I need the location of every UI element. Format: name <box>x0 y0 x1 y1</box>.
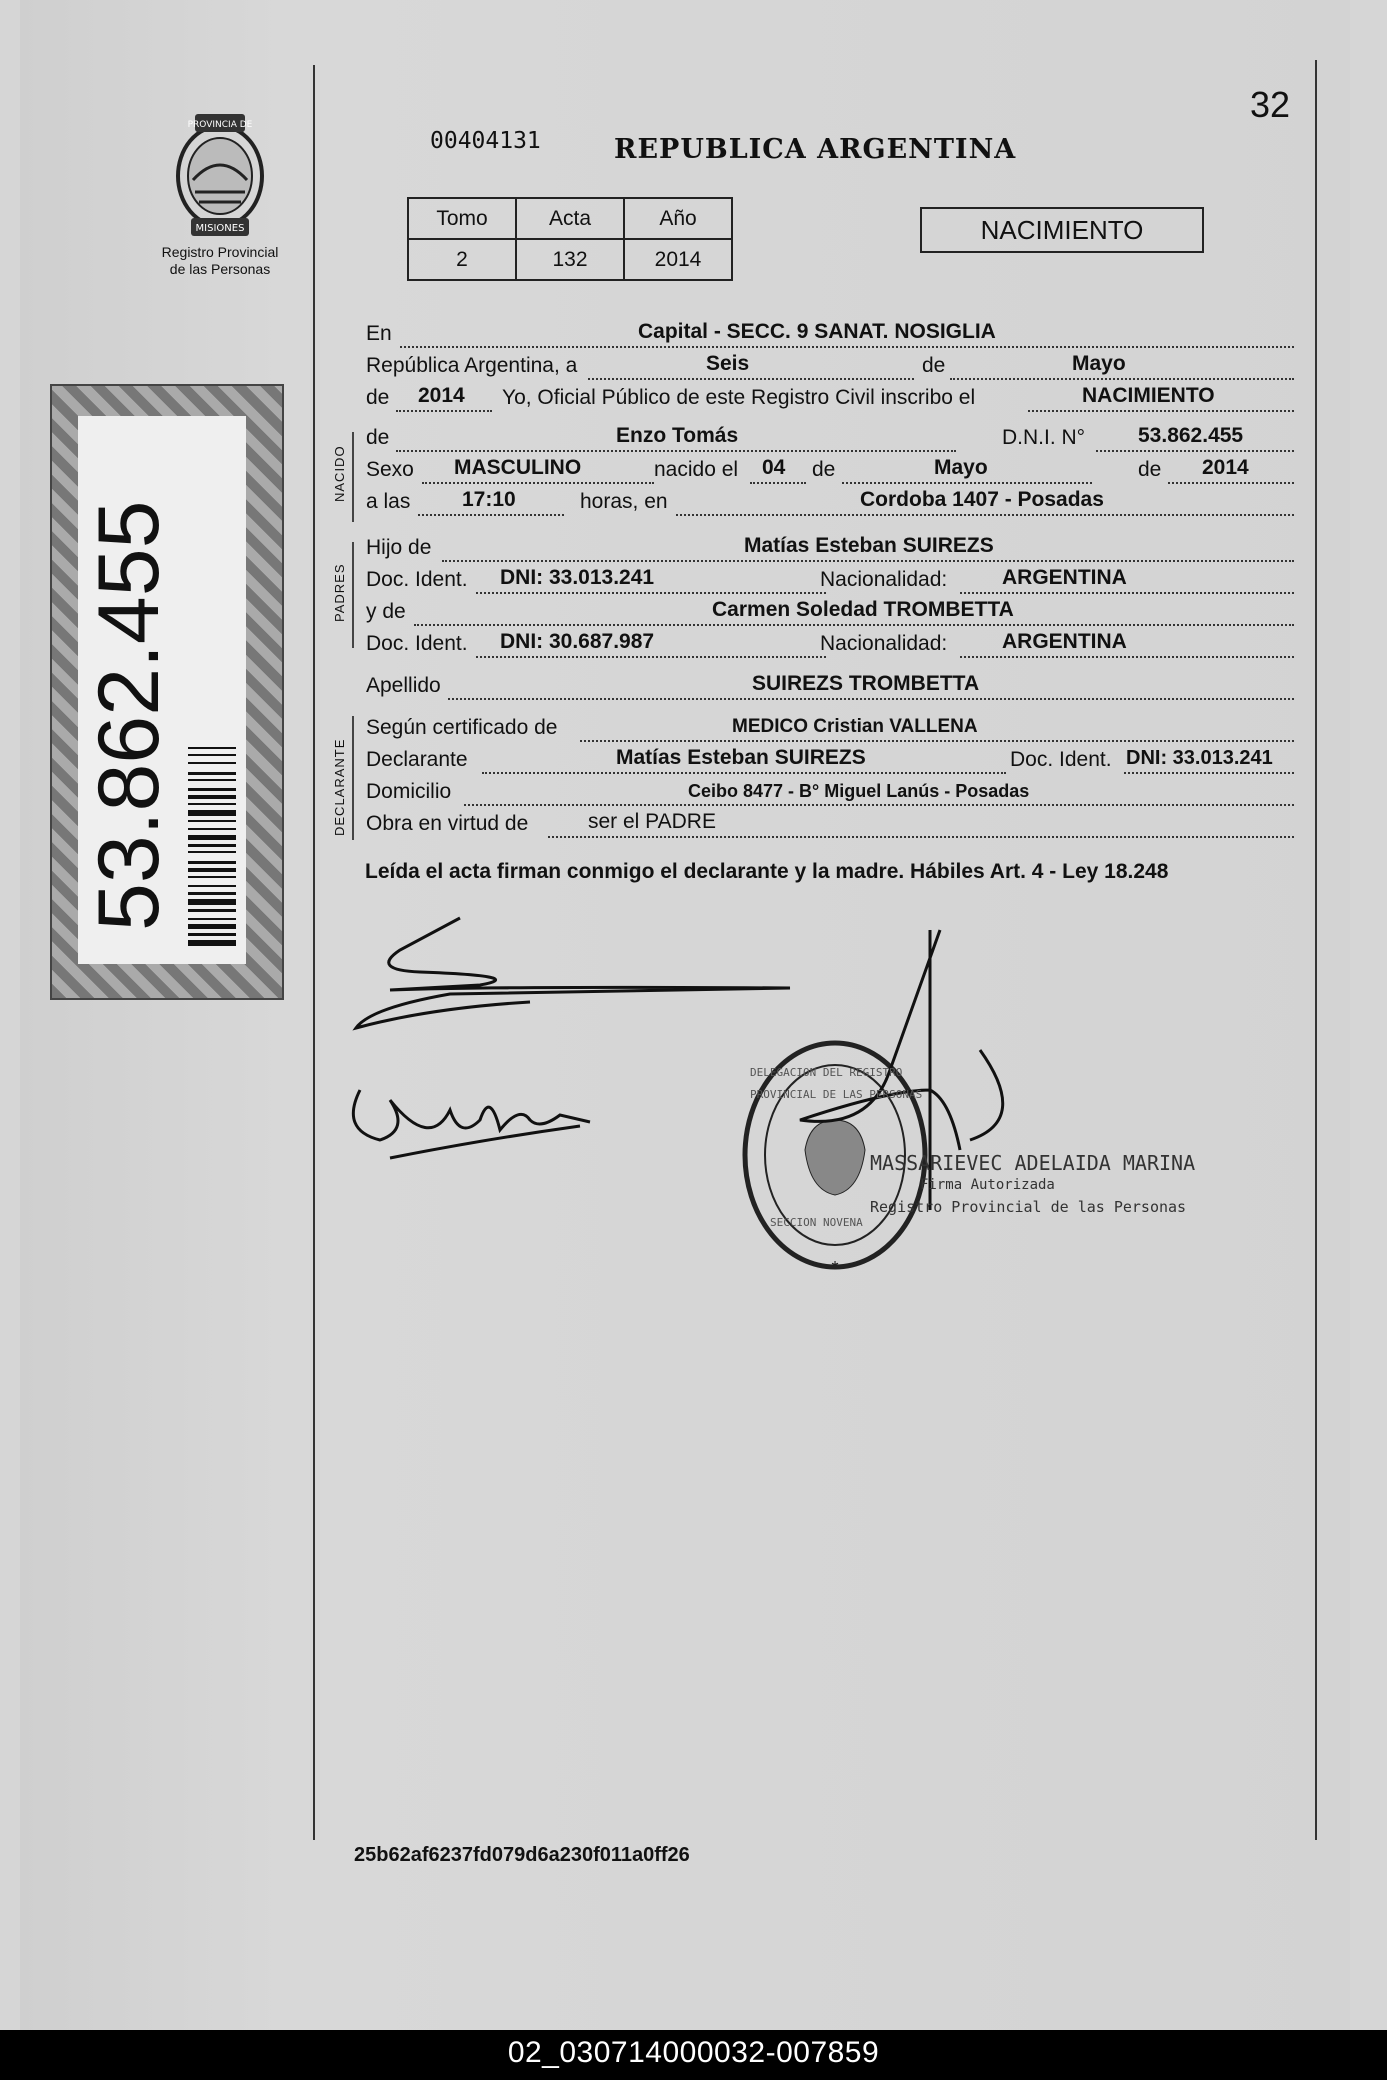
birth-de-label: de <box>812 458 836 481</box>
nacido-bar <box>352 432 354 522</box>
obra-label: Obra en virtud de <box>366 812 529 835</box>
birth-de2-label: de <box>1138 458 1162 481</box>
month-value: Mayo <box>1072 352 1126 375</box>
padre-doc: DNI: 33.013.241 <box>500 566 655 589</box>
horas-en-label: horas, en <box>580 490 668 513</box>
lugar-value: Cordoba 1407 - Posadas <box>860 488 1104 511</box>
madre-doc-label: Doc. Ident. <box>366 632 468 655</box>
month-de-label: de <box>922 354 946 377</box>
a-las-label: a las <box>366 490 411 513</box>
header-tomo: Tomo <box>408 198 516 239</box>
barcode-bar <box>188 779 236 781</box>
logo-bottom-text: MISIONES <box>195 223 245 234</box>
padre-nac-label: Nacionalidad: <box>820 568 948 591</box>
page-number: 32 <box>1250 84 1291 125</box>
day-value: Seis <box>706 352 750 375</box>
footer-id: 02_030714000032-007859 <box>507 2036 880 2069</box>
en-value: Capital - SECC. 9 SANAT. NOSIGLIA <box>638 320 996 343</box>
nombre-value: Enzo Tomás <box>616 424 739 447</box>
declarante-label: Declarante <box>366 748 468 771</box>
declarante-doc: DNI: 33.013.241 <box>1126 747 1273 769</box>
y-de-label: y de <box>366 600 406 623</box>
mother-signature <box>353 1090 590 1158</box>
barcode-bar <box>188 851 236 853</box>
hijo-de-label: Hijo de <box>366 536 432 559</box>
padre-value: Matías Esteban SUIREZS <box>744 534 994 557</box>
declarant-signature <box>356 918 790 1028</box>
barcode-bar <box>188 940 236 946</box>
header-acta: Acta <box>516 198 624 239</box>
barcode-bar <box>188 909 236 912</box>
certificado-value: MEDICO Cristian VALLENA <box>732 716 978 737</box>
madre-nacionalidad: ARGENTINA <box>1002 630 1127 653</box>
official-stamp-text <box>750 1066 1196 1229</box>
barcode-bar <box>188 892 236 895</box>
yo-label: Yo, Oficial Público de este Registro Civil inscribo el <box>502 386 976 409</box>
stamp-official-name: MASSARIEVEC ADELAIDA MARINA <box>870 1151 1196 1175</box>
domicilio-value: Ceibo 8477 - B° Miguel Lanús - Posadas <box>688 781 1030 801</box>
row-nombre <box>366 424 1294 454</box>
row-apellido <box>366 672 1294 702</box>
right-margin-line <box>1315 60 1317 1840</box>
row-sexo <box>366 456 1294 486</box>
en-label: En <box>366 322 392 345</box>
row-domicilio <box>366 778 1294 808</box>
padre-nacionalidad: ARGENTINA <box>1002 566 1127 589</box>
sexo-label: Sexo <box>366 458 414 481</box>
birth-month: Mayo <box>934 456 988 479</box>
padres-bar <box>352 542 354 648</box>
serial-number: 00404131 <box>430 128 541 154</box>
birth-day: 04 <box>762 456 786 479</box>
value-acta: 132 <box>516 239 624 280</box>
madre-nac-label: Nacionalidad: <box>820 632 948 655</box>
row-certificado <box>366 714 1294 744</box>
declarante-value: Matías Esteban SUIREZS <box>616 746 866 769</box>
barcode-bar <box>188 918 236 920</box>
side-label-nacido: NACIDO <box>332 445 347 502</box>
barcode-bar <box>188 924 236 929</box>
header-anio: Año <box>624 198 732 239</box>
row-declarante <box>366 746 1294 776</box>
barcode-bar <box>188 844 236 847</box>
barcode-bar <box>188 795 236 799</box>
logo-caption-line1: Registro Provincial <box>161 244 279 260</box>
barcode-bar <box>188 803 236 805</box>
logo-top-text: PROVINCIA DE <box>187 120 253 130</box>
segun-label: Según certificado de <box>366 716 558 739</box>
nacido-el-label: nacido el <box>654 458 739 481</box>
year-value: 2014 <box>418 384 465 407</box>
stamp-office: Registro Provincial de las Personas <box>870 1198 1187 1216</box>
record-type-box: NACIMIENTO <box>920 207 1204 253</box>
stamp-ring-bottom: SECCION NOVENA <box>770 1216 863 1229</box>
barcode-bar <box>188 861 236 864</box>
barcode-bar <box>188 772 236 775</box>
birth-year: 2014 <box>1202 456 1249 479</box>
barcode-bar <box>188 835 236 840</box>
inscribo-value: NACIMIENTO <box>1082 384 1215 407</box>
province-seal-icon <box>165 110 275 240</box>
apellido-label: Apellido <box>366 674 441 697</box>
row-hora <box>366 488 1294 518</box>
reference-value-row <box>408 239 732 280</box>
barcode-bar <box>188 899 236 905</box>
barcode-bar <box>188 876 236 878</box>
day-dotted-line <box>588 352 914 380</box>
madre-doc: DNI: 30.687.987 <box>500 630 655 653</box>
barcode-label <box>50 384 284 1000</box>
row-padre <box>366 534 1294 564</box>
sexo-value: MASCULINO <box>454 456 582 479</box>
barcode-graphic <box>78 416 246 964</box>
republica-label: República Argentina, a <box>366 354 578 377</box>
barcode-bar <box>188 788 236 791</box>
stamp-ring-top: DELEGACION DEL REGISTRO PROVINCIAL DE LAS PERSONAS <box>750 1066 923 1101</box>
barcode-bar <box>188 828 236 830</box>
value-anio: 2014 <box>624 239 732 280</box>
value-tomo: 2 <box>408 239 516 280</box>
declarante-bar <box>352 716 354 840</box>
side-label-padres: PADRES <box>332 563 347 622</box>
reference-header-row <box>408 198 732 239</box>
domicilio-label: Domicilio <box>366 780 452 803</box>
obra-value: ser el PADRE <box>588 810 716 833</box>
reference-table <box>407 197 733 281</box>
barcode-number: 53.862.455 <box>81 500 177 931</box>
issuer-logo <box>150 110 290 278</box>
row-obra <box>366 810 1294 840</box>
row-padre-doc <box>366 566 1294 596</box>
declarante-doc-label: Doc. Ident. <box>1010 748 1112 771</box>
row-madre <box>366 598 1294 628</box>
barcode-bar <box>188 810 236 816</box>
stamp-official-role: Firma Autorizada <box>920 1177 1055 1193</box>
hora-value: 17:10 <box>462 488 516 511</box>
barcode-bar <box>188 868 236 872</box>
barcode-bar <box>188 885 236 887</box>
left-margin-line <box>313 65 315 1840</box>
year-de-label: de <box>366 386 390 409</box>
row-inscripcion <box>366 384 1294 414</box>
row-fecha <box>366 352 1294 382</box>
padre-doc-label: Doc. Ident. <box>366 568 468 591</box>
closing-note: Leída el acta firman conmigo el declarante y la madre. Hábiles Art. 4 - Ley 18.248 <box>365 860 1169 883</box>
side-label-declarante: DECLARANTE <box>332 738 347 836</box>
barcode-bar <box>188 762 236 764</box>
dni-label: D.N.I. N° <box>1002 426 1086 449</box>
barcode-bar <box>188 747 236 749</box>
row-en <box>366 320 1294 350</box>
document-hash: 25b62af6237fd079d6a230f011a0ff26 <box>354 1844 690 1866</box>
barcode-bar <box>188 820 236 822</box>
row-madre-doc <box>366 630 1294 660</box>
apellido-value: SUIREZS TROMBETTA <box>752 672 980 695</box>
logo-caption-line2: de las Personas <box>169 261 271 277</box>
barcode-bar <box>188 933 236 936</box>
country-heading: REPUBLICA ARGENTINA <box>614 134 1017 165</box>
nombre-de-label: de <box>366 426 390 449</box>
dni-value: 53.862.455 <box>1138 424 1244 447</box>
madre-value: Carmen Soledad TROMBETTA <box>712 598 1014 621</box>
svg-text:*: * <box>831 1258 839 1278</box>
barcode-bar <box>188 754 236 756</box>
